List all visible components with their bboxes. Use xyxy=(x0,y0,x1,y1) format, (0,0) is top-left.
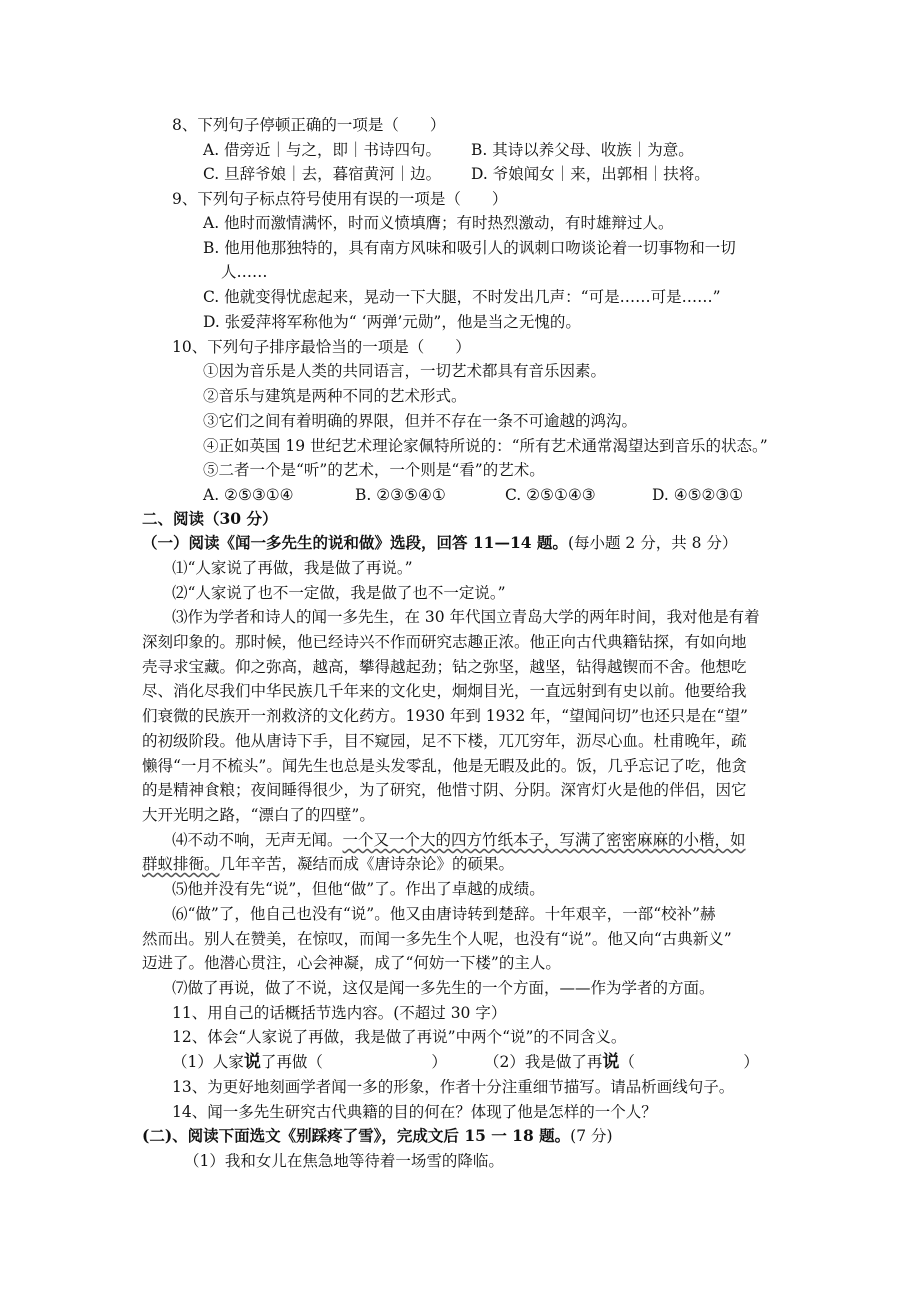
q8-stem: 8、下列句子停顿正确的一项是（ ） xyxy=(172,116,446,134)
q9-option-d: D. 张爱萍将军称他为“ ‘两弹’元勋”，他是当之无愧的。 xyxy=(203,313,581,331)
paragraph-4-lead: ⑷不动不响，无声无闻。 xyxy=(172,831,343,849)
q10-option-c: C. ②⑤①④③ xyxy=(505,486,596,504)
q9-option-c: C. 他就变得忧虑起来，晃动一下大腿，不时发出几声：“可是……可是……” xyxy=(203,288,721,306)
part-2-paragraph-1: （1）我和女儿在焦急地等待着一场雪的降临。 xyxy=(184,1152,504,1170)
paragraph-3-line: 的初级阶段。他从唐诗下手，目不窥园，足不下楼，兀兀穷年，沥尽心血。杜甫晚年，疏 xyxy=(142,732,747,750)
q10-sentence-1: ①因为音乐是人类的共同语言，一切艺术都具有音乐因素。 xyxy=(203,362,607,380)
q10-sentence-3: ③它们之间有着明确的界限，但并不存在一条不可逾越的鸿沟。 xyxy=(203,412,638,430)
q12-1-prefix: （1）人家 xyxy=(172,1053,244,1071)
part-1-title: （一）阅读《闻一多先生的说和做》选段，回答 11—14 题。 xyxy=(142,533,568,552)
q8-option-d: D. 爷娘闻女｜来，出郭相｜扶将。 xyxy=(471,165,710,183)
q10-option-a: A. ②⑤③①④ xyxy=(203,486,294,504)
underlined-sentence-part1: 一个又一个大的四方竹纸本子，写满了密密麻麻的小楷，如 xyxy=(342,831,746,849)
paragraph-4-line2 xyxy=(142,853,514,875)
question-12: 12、体会“人家说了再做，我是做了再说”中两个“说”的不同含义。 xyxy=(172,1028,627,1046)
question-13: 13、为更好地刻画学者闻一多的形象，作者十分注重细节描写。请品析画线句子。 xyxy=(172,1078,735,1096)
q12-2-emphasis: 说 xyxy=(602,1052,620,1072)
q9-option-b-line2: 人…… xyxy=(221,263,268,281)
paragraph-5: ⑸他并没有先“说”，但他“做”了。作出了卓越的成绩。 xyxy=(172,880,545,898)
section-2-title: 二、阅读（30 分） xyxy=(142,509,278,528)
q10-stem: 10、下列句子排序最恰当的一项是（ ） xyxy=(172,338,471,356)
q9-option-b-line1: B. 他用他那独特的，具有南方风味和吸引人的讽刺口吻谈论着一切事物和一切 xyxy=(203,239,736,257)
paragraph-3-line: 懒得“一月不梳头”。闻先生也总是头发零乱，他是无暇及此的。饭，几乎忘记了吃，他贪 xyxy=(142,757,747,775)
paragraph-4-line1 xyxy=(172,829,746,851)
q8-option-b: B. 其诗以养父母、收族｜为意。 xyxy=(471,141,694,159)
underlined-sentence-part2: 群蚁排衙。 xyxy=(142,855,220,873)
paragraph-3-line: 们衰微的民族开一剂救济的文化药方。1930 年到 1932 年，“望闻问切”也还只是在“望” xyxy=(142,707,748,725)
q10-sentence-4: ④正如英国 19 世纪艺术理论家佩特所说的：“所有艺术通常渴望达到音乐的状态。” xyxy=(203,437,768,455)
paragraph-6-line: 然而出。别人在赞美，在惊叹，而闻一多先生个人呢，也没有“说”。他又向“古典新义” xyxy=(142,930,732,948)
question-12-item-1 xyxy=(172,1051,447,1073)
paragraph-7: ⑺做了再说，做了不说，这仅是闻一多先生的一个方面，——作为学者的方面。 xyxy=(172,979,715,997)
paragraph-2: ⑵“人家说了也不一定做，我是做了也不一定说。” xyxy=(172,584,506,602)
paragraph-3-line: ⑶作为学者和诗人的闻一多先生，在 30 年代国立青岛大学的两年时间，我对他是有着 xyxy=(172,608,760,626)
q8-option-c: C. 旦辞爷娘｜去，暮宿黄河｜边。 xyxy=(203,165,442,183)
q12-2-blank: （ ） xyxy=(619,1053,759,1071)
q8-option-a: A. 借旁近｜与之，即｜书诗四句。 xyxy=(203,141,442,159)
q9-option-a: A. 他时而激情满怀，时而义愤填膺；有时热烈激动，有时雄辩过人。 xyxy=(203,214,674,232)
paragraph-6-line: 迈进了。他潜心贯注，心会神凝，成了“何妨一下楼”的主人。 xyxy=(142,954,561,972)
q10-option-d: D. ④⑤②③① xyxy=(652,486,744,504)
q10-option-b: B. ②③⑤④① xyxy=(355,486,446,504)
paragraph-3-line: 的是精神食粮；夜间睡得很少，为了研究，他惜寸阴、分阴。深宵灯火是他的伴侣，因它 xyxy=(142,781,747,799)
paragraph-3-line: 大开光明之路，“漂白了的四壁”。 xyxy=(142,806,375,824)
question-11: 11、用自己的话概括节选内容。(不超过 30 字） xyxy=(172,1004,507,1022)
paragraph-3-line: 壳寻求宝藏。仰之弥高，越高，攀得越起劲；钻之弥坚，越坚，钻得越锲而不舍。他想吃 xyxy=(142,658,747,676)
part-1-score: (每小题 2 分，共 8 分） xyxy=(567,534,738,552)
part-1-heading xyxy=(142,532,737,554)
q12-1-emphasis: 说 xyxy=(243,1052,261,1072)
question-14: 14、闻一多先生研究古代典籍的目的何在？体现了他是怎样的一个人？ xyxy=(172,1103,657,1121)
paragraph-6-line: ⑹“做”了，他自己也没有“说”。他又由唐诗转到楚辞。十年艰辛，一部“校补”赫 xyxy=(172,905,716,923)
part-2-title: (二)、阅读下面选文《别踩疼了雪》，完成文后 15 一 18 题。 xyxy=(142,1126,571,1145)
question-12-item-2 xyxy=(484,1051,759,1073)
q10-sentence-5: ⑤二者一个是“听”的艺术，一个则是“看”的艺术。 xyxy=(203,461,545,479)
paragraph-1: ⑴“人家说了再做，我是做了再说。” xyxy=(172,559,413,577)
q12-2-prefix: （2）我是做了再 xyxy=(484,1053,603,1071)
paragraph-4-tail: 几年辛苦，凝结而成《唐诗杂论》的硕果。 xyxy=(219,855,515,873)
q10-sentence-2: ②音乐与建筑是两种不同的艺术形式。 xyxy=(203,387,467,405)
q9-stem: 9、下列句子标点符号使用有误的一项是（ ） xyxy=(172,190,508,208)
part-2-heading xyxy=(142,1125,613,1147)
paragraph-3-line: 尽、消化尽我们中华民族几千年来的文化史，炯炯目光，一直远射到有史以前。他要给我 xyxy=(142,682,747,700)
part-2-score: (7 分) xyxy=(570,1127,613,1145)
q12-1-blank: 了再做（ ） xyxy=(260,1053,447,1071)
paragraph-3-line: 深刻印象的。那时候，他已经诗兴不作而研究志趣正浓。他正向古代典籍钻探，有如向地 xyxy=(142,633,747,651)
